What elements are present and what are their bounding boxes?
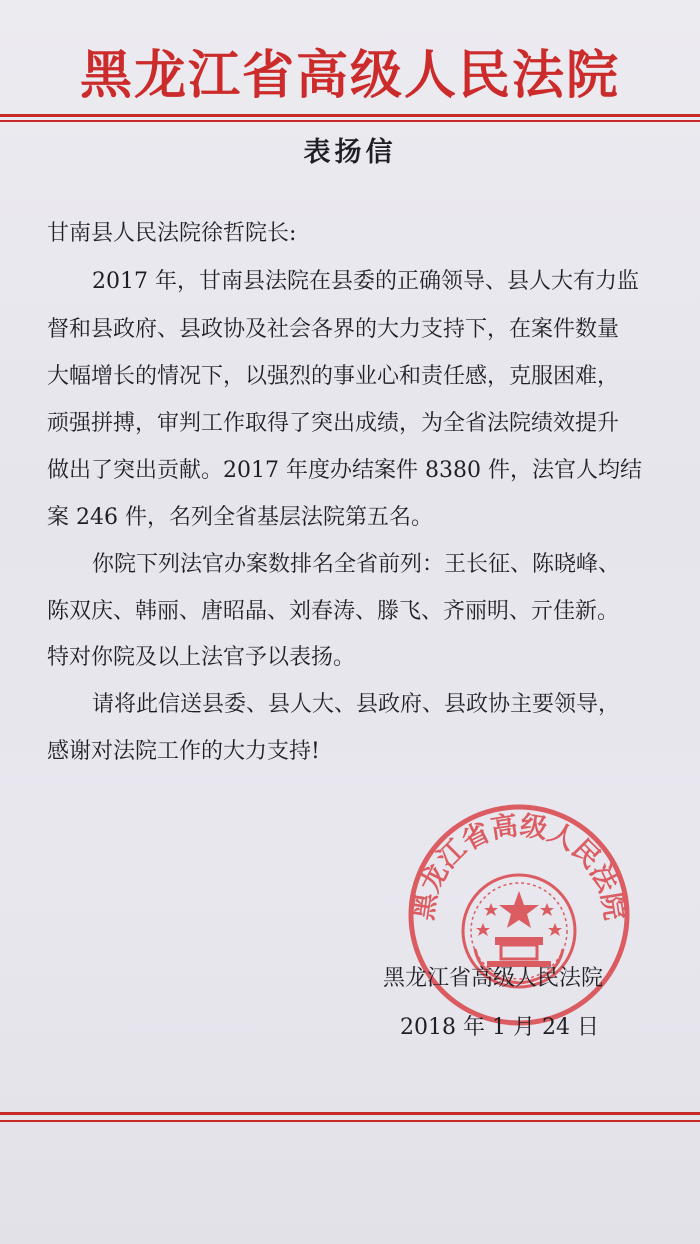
paragraph1-line: 大幅增长的情况下，以强烈的事业心和责任感，克服困难，: [47, 364, 620, 389]
header-divider-thick: [0, 114, 700, 117]
paragraph2-line: 特对你院及以上法官予以表扬。: [47, 645, 356, 670]
paragraph1-line: 顽强拼搏，审判工作取得了突出成绩，为全省法院绩效提升: [47, 411, 620, 436]
official-seal-icon: [403, 799, 635, 1031]
paragraph3-line: 感谢对法院工作的大力支持!: [47, 739, 320, 764]
paragraph1-line: 2017 年，甘南县法院在县委的正确领导、县人大有力监: [92, 269, 639, 294]
letter-title: 表扬信: [303, 137, 397, 168]
header-divider-thin: [0, 120, 700, 122]
letter-date: 2018 年 1 月 24 日: [400, 1015, 599, 1040]
seal-text: 黑龙江省高级人民法院: [408, 810, 630, 923]
paragraph3-line: 请将此信送县委、县人大、县政府、县政协主要领导，: [92, 692, 621, 717]
footer-divider-thick: [0, 1112, 700, 1115]
salutation: 甘南县人民法院徐哲院长:: [47, 221, 297, 246]
footer-divider-thin: [0, 1120, 700, 1122]
organization-header: 黑龙江省高级人民法院: [79, 45, 620, 106]
signature-organization: 黑龙江省高级人民法院: [383, 966, 604, 991]
paragraph1-line: 督和县政府、县政协及社会各界的大力支持下，在案件数量: [47, 317, 620, 342]
paragraph1-line: 案 246 件，名列全省基层法院第五名。: [47, 505, 433, 530]
paragraph1-line: 做出了突出贡献。2017 年度办结案件 8380 件，法官人均结: [47, 458, 642, 483]
paragraph2-line: 陈双庆、韩丽、唐昭晶、刘春涛、滕飞、齐丽明、亓佳新。: [47, 599, 620, 624]
paragraph2-line: 你院下列法官办案数排名全省前列：王长征、陈晓峰、: [92, 552, 621, 577]
